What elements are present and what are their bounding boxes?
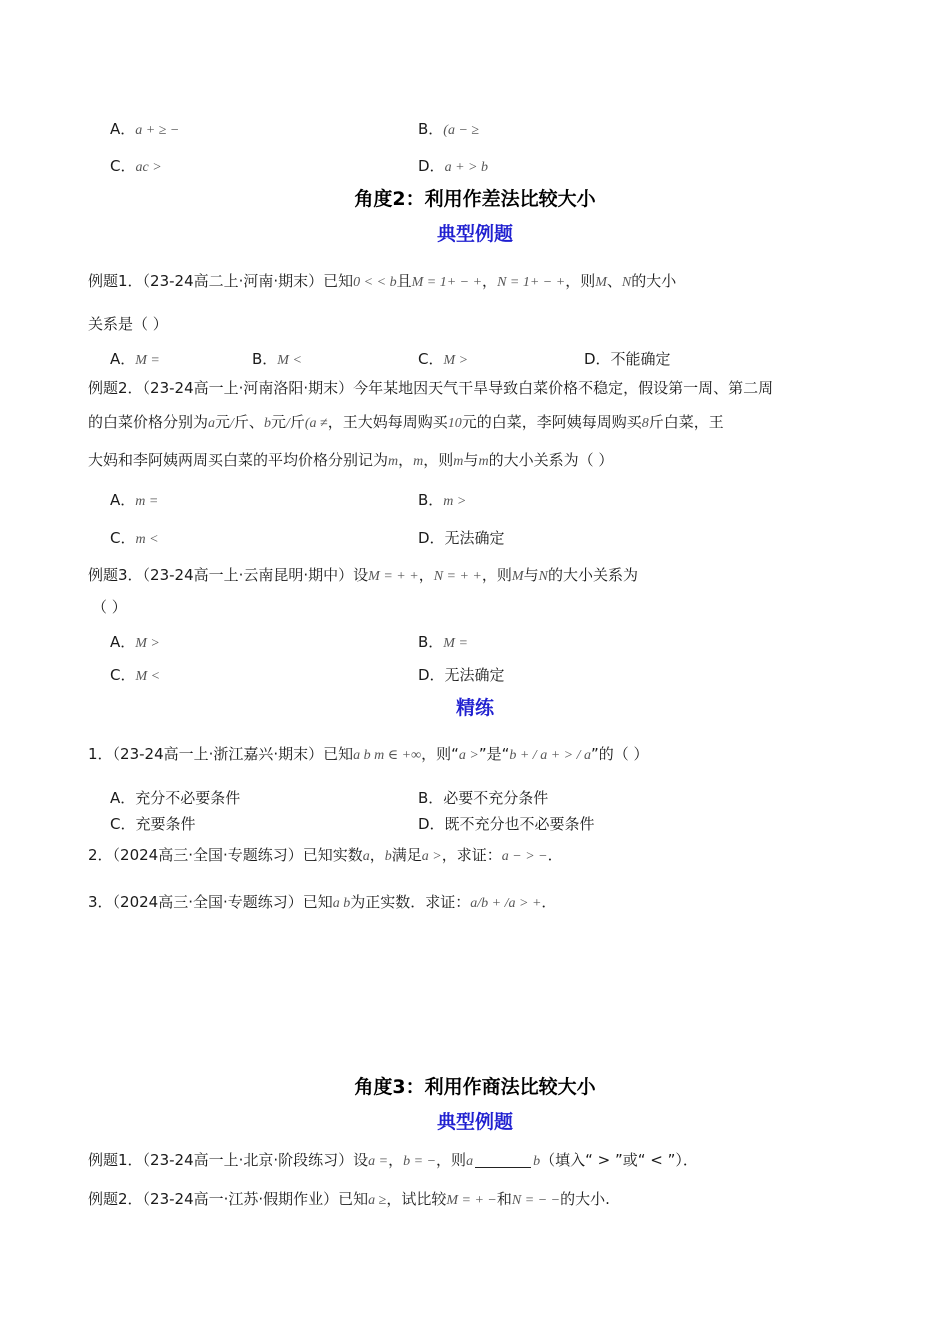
option-label: A． bbox=[110, 120, 136, 138]
ex1-option-a bbox=[110, 348, 160, 372]
math-expression: M > bbox=[443, 353, 469, 368]
option-b bbox=[418, 118, 479, 142]
math-expression: 10 bbox=[447, 416, 462, 431]
text: 例题2．（23-24高一·江苏·假期作业）已知 bbox=[88, 1190, 369, 1208]
option-d bbox=[418, 155, 488, 179]
math-expression: a − > − bbox=[501, 849, 548, 864]
math-expression: M = + + bbox=[368, 569, 419, 584]
math-expression: a > bbox=[458, 748, 479, 763]
examples-title: 典型例题 bbox=[436, 223, 513, 245]
math-expression: a b m ∈ +∞ bbox=[353, 748, 422, 763]
p1-option-c: C．充要条件 bbox=[110, 815, 196, 833]
ex3-option-c bbox=[110, 664, 160, 688]
ex3-option-d: D．无法确定 bbox=[418, 666, 505, 684]
math-expression: M < bbox=[135, 669, 161, 684]
text: 和 bbox=[496, 1190, 512, 1208]
math-expression: a + ≥ − bbox=[135, 123, 180, 138]
ex3-option-b bbox=[418, 631, 468, 655]
section-title: 角度3：利用作商法比较大小 bbox=[354, 1076, 596, 1098]
practice-title: 精练 bbox=[455, 697, 494, 719]
option-label: B． bbox=[418, 120, 444, 138]
p1-option-a: A．充分不必要条件 bbox=[110, 789, 241, 807]
math-expression: N bbox=[621, 275, 632, 290]
ex3-option-a bbox=[110, 631, 160, 655]
answer-blank[interactable] bbox=[475, 1153, 531, 1168]
text: 元 bbox=[215, 413, 231, 431]
math-expression: M = 1+ − + bbox=[411, 275, 483, 290]
text: ”的（ ） bbox=[590, 745, 649, 763]
text: ，则“ bbox=[421, 745, 459, 763]
text: 的大小关系为（ ） bbox=[488, 451, 614, 469]
example-1-line-2: 关系是（ ） bbox=[88, 315, 168, 333]
math-expression: a + > b bbox=[444, 160, 488, 175]
text: 的大小 bbox=[631, 272, 677, 290]
option-label: A． bbox=[110, 633, 136, 651]
math-expression: a ≥ bbox=[368, 1193, 387, 1208]
section-title: 角度2：利用作差法比较大小 bbox=[354, 188, 596, 210]
example-3-line-2: （ ） bbox=[92, 598, 127, 616]
math-expression: / bbox=[230, 416, 234, 431]
text: ，则 bbox=[565, 272, 596, 290]
ex2-option-a bbox=[110, 489, 158, 513]
text: 斤 bbox=[289, 413, 305, 431]
example-2-line-2 bbox=[88, 411, 724, 435]
option-label: D． bbox=[418, 157, 445, 175]
ex1-option-b bbox=[252, 348, 302, 372]
math-expression: m bbox=[478, 454, 489, 469]
text: 与 bbox=[463, 451, 479, 469]
math-expression: b + / a + > / a bbox=[509, 748, 591, 763]
s3-example-1 bbox=[88, 1149, 698, 1173]
text: ，王大妈每周购买 bbox=[327, 413, 448, 431]
text: ，求证： bbox=[441, 846, 502, 864]
math-expression: M < bbox=[277, 353, 302, 368]
math-expression: 8 bbox=[641, 416, 649, 431]
math-expression: m < bbox=[135, 532, 159, 547]
text: 满足 bbox=[391, 846, 422, 864]
p1-option-d: D．既不充分也不必要条件 bbox=[418, 815, 595, 833]
example-2-line-3 bbox=[88, 449, 613, 473]
math-expression: a bbox=[362, 849, 370, 864]
math-expression: a b bbox=[332, 896, 351, 911]
text: 大妈和李阿姨两周买白菜的平均价格分别记为 bbox=[88, 451, 389, 469]
text: 与 bbox=[523, 566, 539, 584]
math-expression: b bbox=[384, 849, 392, 864]
text: 例题1．（23-24高一上·北京·阶段练习）设 bbox=[88, 1151, 369, 1169]
math-expression: b bbox=[533, 1154, 541, 1169]
practice-1-line-1 bbox=[88, 743, 649, 767]
text: 1．（23-24高一上·浙江嘉兴·期末）已知 bbox=[88, 745, 354, 763]
text: ， bbox=[418, 566, 434, 584]
math-expression: M bbox=[511, 569, 524, 584]
math-expression: M = bbox=[443, 636, 468, 651]
math-expression: (a ≠ bbox=[304, 416, 328, 431]
text: 的大小关系为 bbox=[547, 566, 638, 584]
math-expression: a bbox=[208, 416, 216, 431]
p1-option-b: B．必要不充分条件 bbox=[418, 789, 549, 807]
text: ，则 bbox=[481, 566, 512, 584]
math-expression: m bbox=[413, 454, 424, 469]
option-label: C． bbox=[110, 529, 136, 547]
math-expression: / bbox=[285, 416, 290, 431]
ex2-option-b bbox=[418, 489, 466, 513]
text: ”是“ bbox=[478, 745, 510, 763]
option-label: C． bbox=[110, 666, 136, 684]
ex2-option-d: D．无法确定 bbox=[418, 529, 505, 547]
text: 为正实数．求证： bbox=[350, 893, 471, 911]
math-expression: m bbox=[388, 454, 399, 469]
text: 斤白菜，王 bbox=[648, 413, 724, 431]
text: 且 bbox=[396, 272, 412, 290]
math-expression: m > bbox=[443, 494, 467, 509]
text: 、 bbox=[606, 272, 622, 290]
text: ． bbox=[547, 846, 563, 864]
option-label: B． bbox=[252, 350, 278, 368]
math-expression: M = bbox=[135, 353, 160, 368]
math-expression: N bbox=[538, 569, 548, 584]
option-c bbox=[110, 155, 162, 179]
math-expression: 0 < < b bbox=[353, 275, 397, 290]
text: 的大小. bbox=[560, 1190, 610, 1208]
example-2-line-1: 例题2．（23-24高一上·河南洛阳·期末）今年某地因天气干旱导致白菜价格不稳定，假设第一周、第二周 bbox=[88, 379, 774, 397]
option-label: C． bbox=[110, 157, 136, 175]
math-expression: N = + + bbox=[433, 569, 482, 584]
math-expression: m = bbox=[135, 494, 159, 509]
ex1-option-c bbox=[418, 348, 468, 372]
text: ， bbox=[388, 1151, 404, 1169]
math-expression: m bbox=[453, 454, 464, 469]
option-label: B． bbox=[418, 491, 444, 509]
ex2-option-c bbox=[110, 527, 159, 551]
text: 元 bbox=[270, 413, 286, 431]
math-expression: b bbox=[263, 416, 271, 431]
option-label: B． bbox=[418, 633, 444, 651]
text: （填入“ > ”或“ < ”）． bbox=[540, 1151, 698, 1169]
examples-title: 典型例题 bbox=[436, 1111, 513, 1133]
example-1-line-1 bbox=[88, 270, 676, 294]
s3-example-2 bbox=[88, 1188, 610, 1212]
text: ． bbox=[541, 893, 557, 911]
ex1-option-d: D．不能确定 bbox=[584, 350, 671, 368]
text: ， bbox=[369, 846, 385, 864]
text: ，试比较 bbox=[386, 1190, 447, 1208]
text: 3．（2024高三·全国·专题练习）已知 bbox=[88, 893, 333, 911]
math-expression: ac > bbox=[135, 160, 162, 175]
option-a bbox=[110, 118, 179, 142]
text: 例题3．（23-24高一上·云南昆明·期中）设 bbox=[88, 566, 369, 584]
math-expression: M bbox=[595, 275, 607, 290]
math-expression: M = + − bbox=[446, 1193, 497, 1208]
option-label: A． bbox=[110, 350, 136, 368]
math-expression: a = bbox=[368, 1154, 389, 1169]
math-expression: a bbox=[466, 1154, 474, 1169]
text: 例题1．（23-24高二上·河南·期末）已知 bbox=[88, 272, 354, 290]
math-expression: (a − ≥ bbox=[443, 123, 480, 138]
math-expression: b = − bbox=[403, 1154, 437, 1169]
practice-3 bbox=[88, 891, 556, 915]
math-expression: N = − − bbox=[511, 1193, 561, 1208]
text: 斤、 bbox=[233, 413, 264, 431]
math-expression: N = 1+ − + bbox=[497, 275, 566, 290]
math-expression: a/b + /a > + bbox=[470, 896, 542, 911]
example-3-line-1 bbox=[88, 564, 638, 588]
option-label: C． bbox=[418, 350, 444, 368]
text: ，则 bbox=[436, 1151, 467, 1169]
math-expression: a > bbox=[421, 849, 442, 864]
math-expression: M > bbox=[135, 636, 160, 651]
text: ， bbox=[398, 451, 414, 469]
option-label: A． bbox=[110, 491, 136, 509]
text: ， bbox=[482, 272, 498, 290]
text: 的白菜价格分别为 bbox=[88, 413, 209, 431]
text: ，则 bbox=[423, 451, 454, 469]
text: 元的白菜，李阿姨每周购买 bbox=[461, 413, 642, 431]
practice-2 bbox=[88, 844, 563, 868]
text: 2．（2024高三·全国·专题练习）已知实数 bbox=[88, 846, 363, 864]
